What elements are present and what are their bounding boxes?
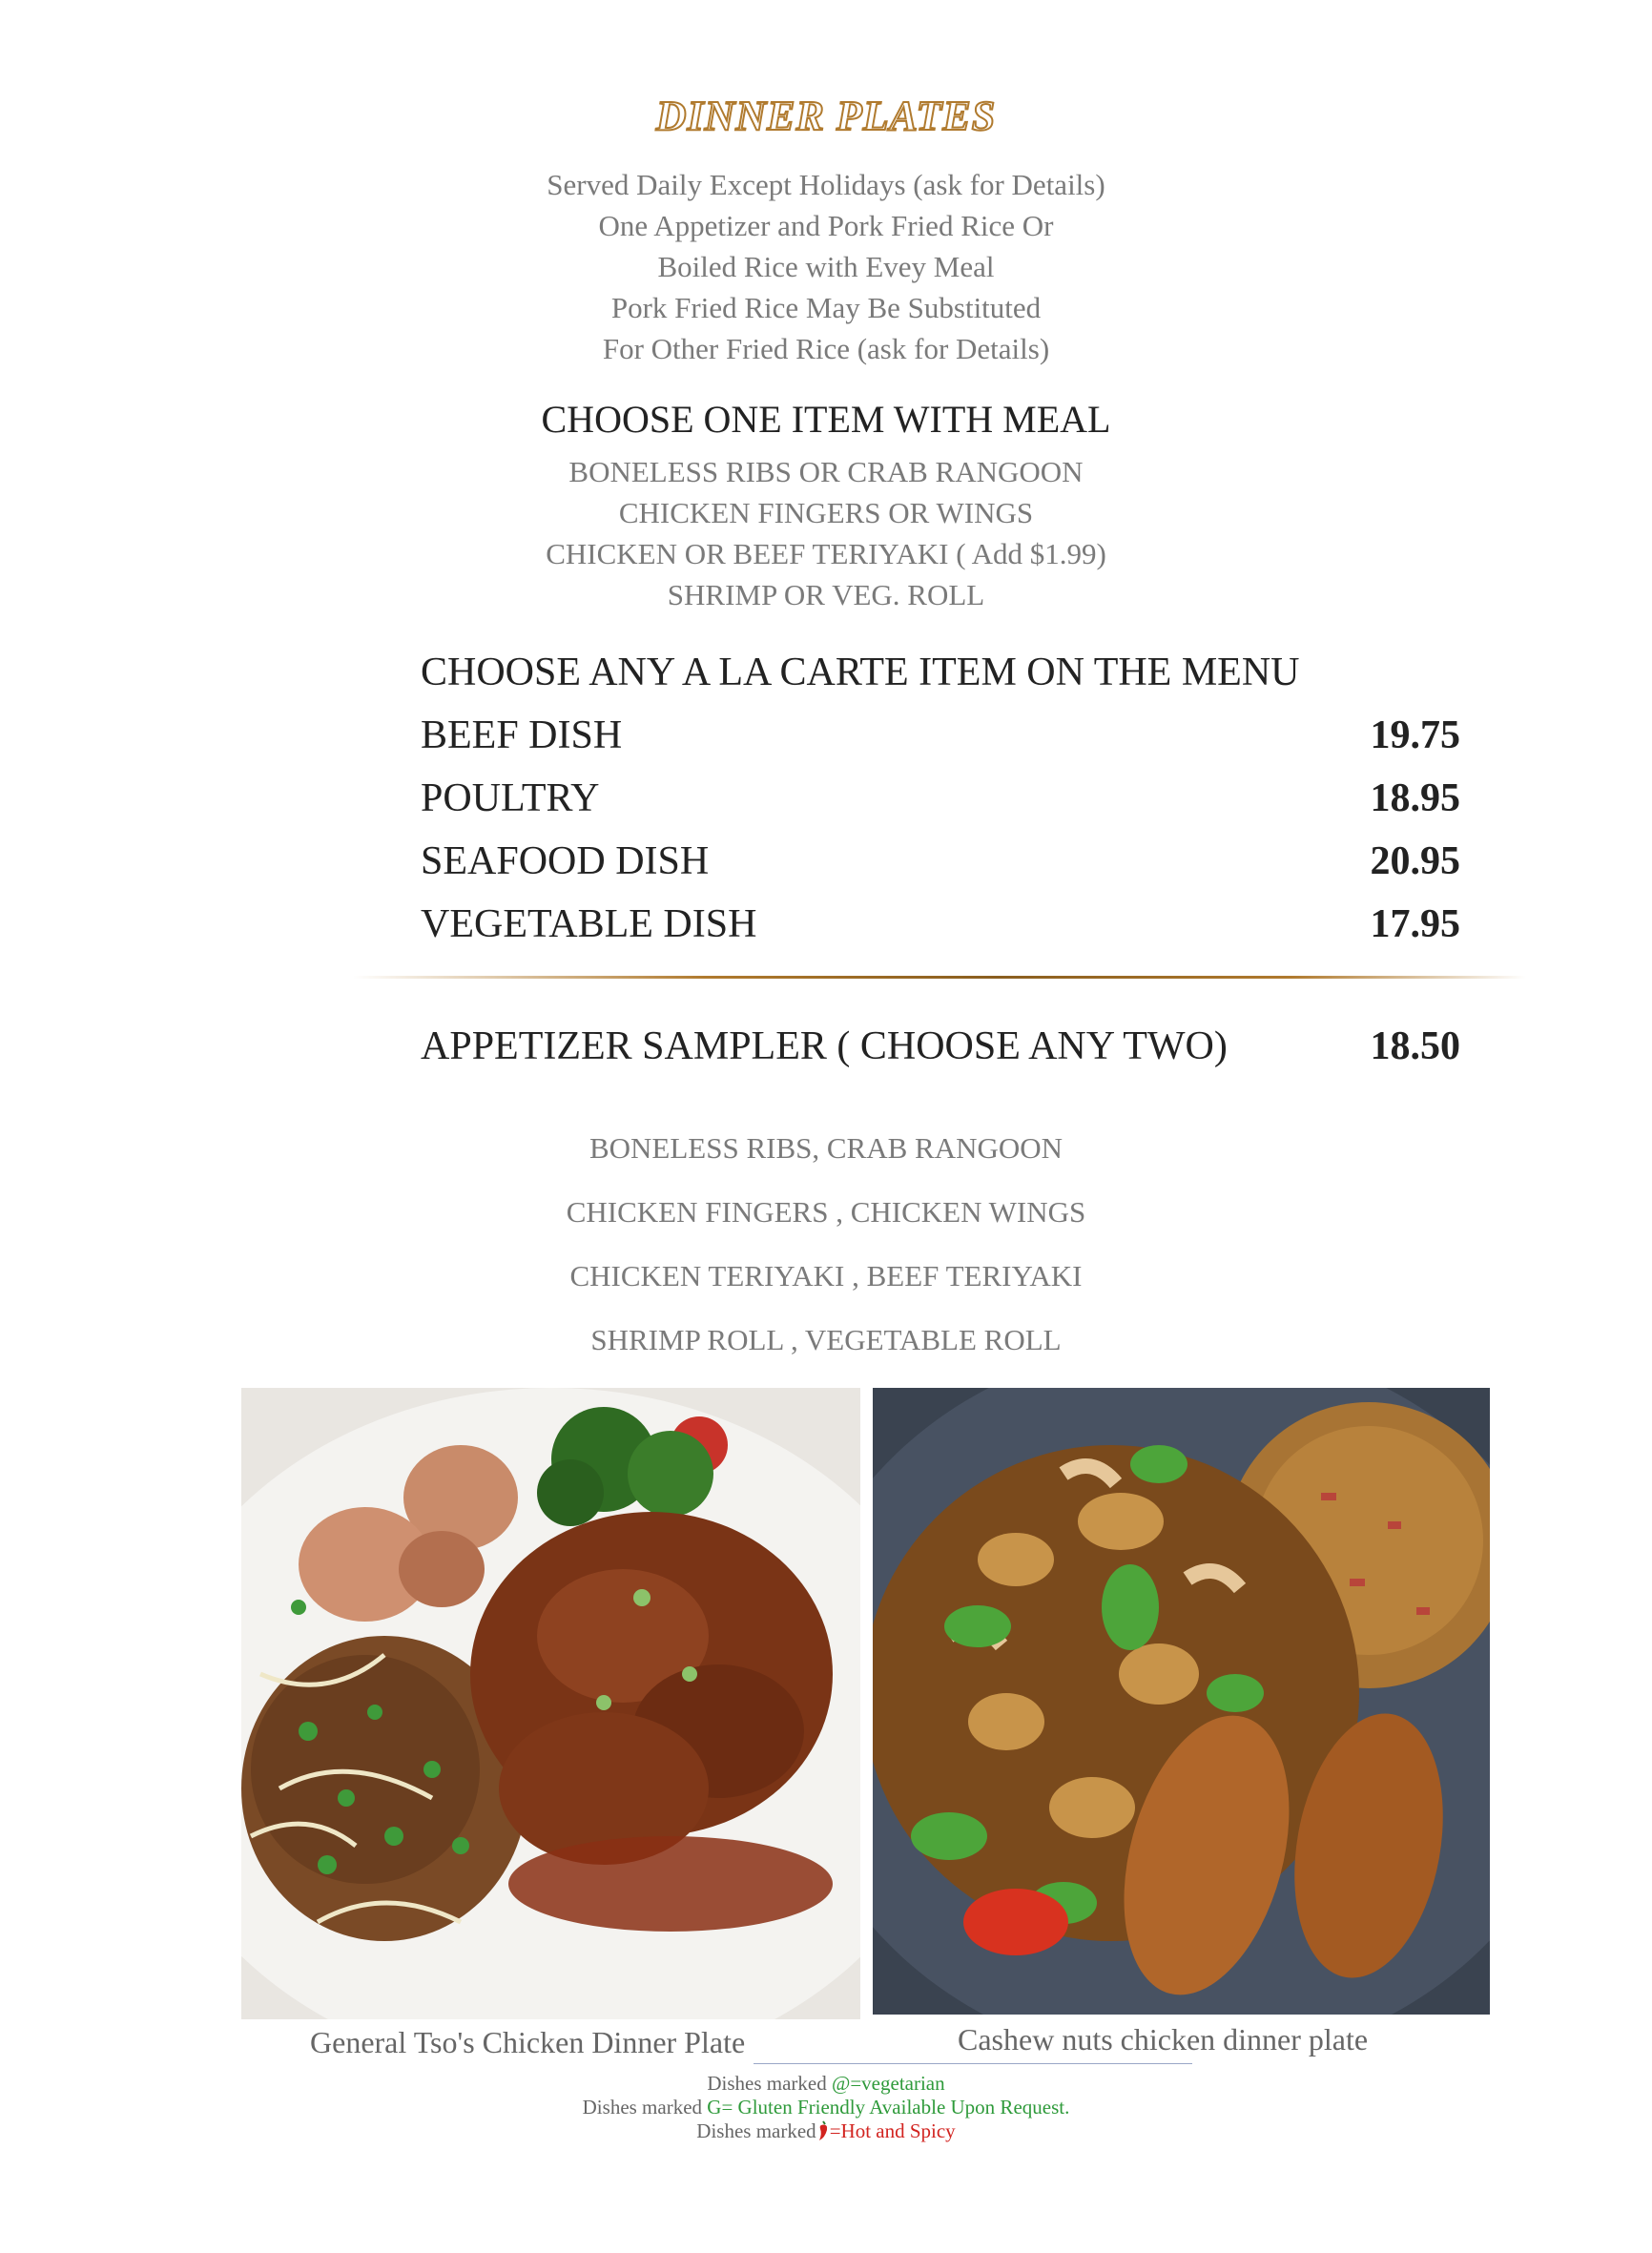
menu-item-price: 17.95 xyxy=(1370,902,1460,946)
sampler-option: BONELESS RIBS, CRAB RANGOON xyxy=(589,1131,1063,1165)
chili-pepper-icon xyxy=(816,2120,830,2141)
sampler-option: SHRIMP ROLL , VEGETABLE ROLL xyxy=(590,1323,1062,1356)
intro-line: Boiled Rice with Evey Meal xyxy=(657,250,995,283)
menu-item-price: 18.95 xyxy=(1370,776,1460,820)
menu-item-poultry xyxy=(421,775,1460,821)
intro-line: One Appetizer and Pork Fried Rice Or xyxy=(598,209,1054,242)
choose-one-item: SHRIMP OR VEG. ROLL xyxy=(667,578,985,611)
legend-spicy-text: =Hot and Spicy xyxy=(829,2119,956,2142)
choose-one-heading: CHOOSE ONE ITEM WITH MEAL xyxy=(541,398,1111,441)
choose-one-item: CHICKEN FINGERS OR WINGS xyxy=(618,496,1034,529)
choose-one-item: BONELESS RIBS OR CRAB RANGOON xyxy=(568,455,1084,488)
legend-spicy xyxy=(0,2119,1652,2143)
menu-item-vegetable xyxy=(421,901,1460,947)
intro-line: Served Daily Except Holidays (ask for Details) xyxy=(547,168,1105,201)
menu-item-price: 18.50 xyxy=(1370,1024,1460,1068)
photo-caption: General Tso's Chicken Dinner Plate xyxy=(310,2025,746,2059)
menu-item-name: BEEF DISH xyxy=(421,713,623,757)
photo-caption: Cashew nuts chicken dinner plate xyxy=(958,2022,1369,2057)
intro-line: Pork Fried Rice May Be Substituted xyxy=(610,291,1042,324)
legend-vegetarian-text: @=vegetarian xyxy=(832,2072,945,2095)
menu-item-seafood xyxy=(421,838,1460,884)
legend-gluten-text: G= Gluten Friendly Available Upon Request. xyxy=(707,2096,1070,2119)
menu-item-name: APPETIZER SAMPLER ( CHOOSE ANY TWO) xyxy=(421,1024,1228,1068)
menu-item-name: SEAFOOD DISH xyxy=(421,839,710,883)
choose-one-item: CHICKEN OR BEEF TERIYAKI ( Add $1.99) xyxy=(546,537,1106,570)
general-tso-photo xyxy=(241,1388,860,2019)
page-title: DINNER PLATES xyxy=(655,93,997,139)
choose-one-list xyxy=(0,451,1652,615)
intro-text xyxy=(0,164,1652,369)
menu-item-beef xyxy=(421,713,1460,758)
section-divider xyxy=(353,976,1526,979)
legend-prefix: Dishes marked xyxy=(696,2119,816,2142)
intro-line: For Other Fried Rice (ask for Details) xyxy=(602,332,1050,365)
legend-prefix: Dishes marked xyxy=(582,2096,708,2119)
cashew-chicken-photo xyxy=(873,1388,1490,2015)
caption-underline xyxy=(754,2063,1192,2064)
legend-vegetarian xyxy=(0,2072,1652,2096)
sampler-option: CHICKEN TERIYAKI , BEEF TERIYAKI xyxy=(569,1259,1083,1292)
menu-item-price: 19.75 xyxy=(1370,713,1460,757)
menu-item-price: 20.95 xyxy=(1370,839,1460,883)
a-la-carte-heading: CHOOSE ANY A LA CARTE ITEM ON THE MENU xyxy=(421,651,1300,694)
menu-item-appetizer-sampler xyxy=(421,1023,1460,1069)
menu-item-name: VEGETABLE DISH xyxy=(421,902,757,946)
sampler-option: CHICKEN FINGERS , CHICKEN WINGS xyxy=(566,1195,1086,1229)
legend-gluten xyxy=(0,2096,1652,2119)
legend-prefix: Dishes marked xyxy=(707,2072,832,2095)
menu-item-name: POULTRY xyxy=(421,776,600,820)
